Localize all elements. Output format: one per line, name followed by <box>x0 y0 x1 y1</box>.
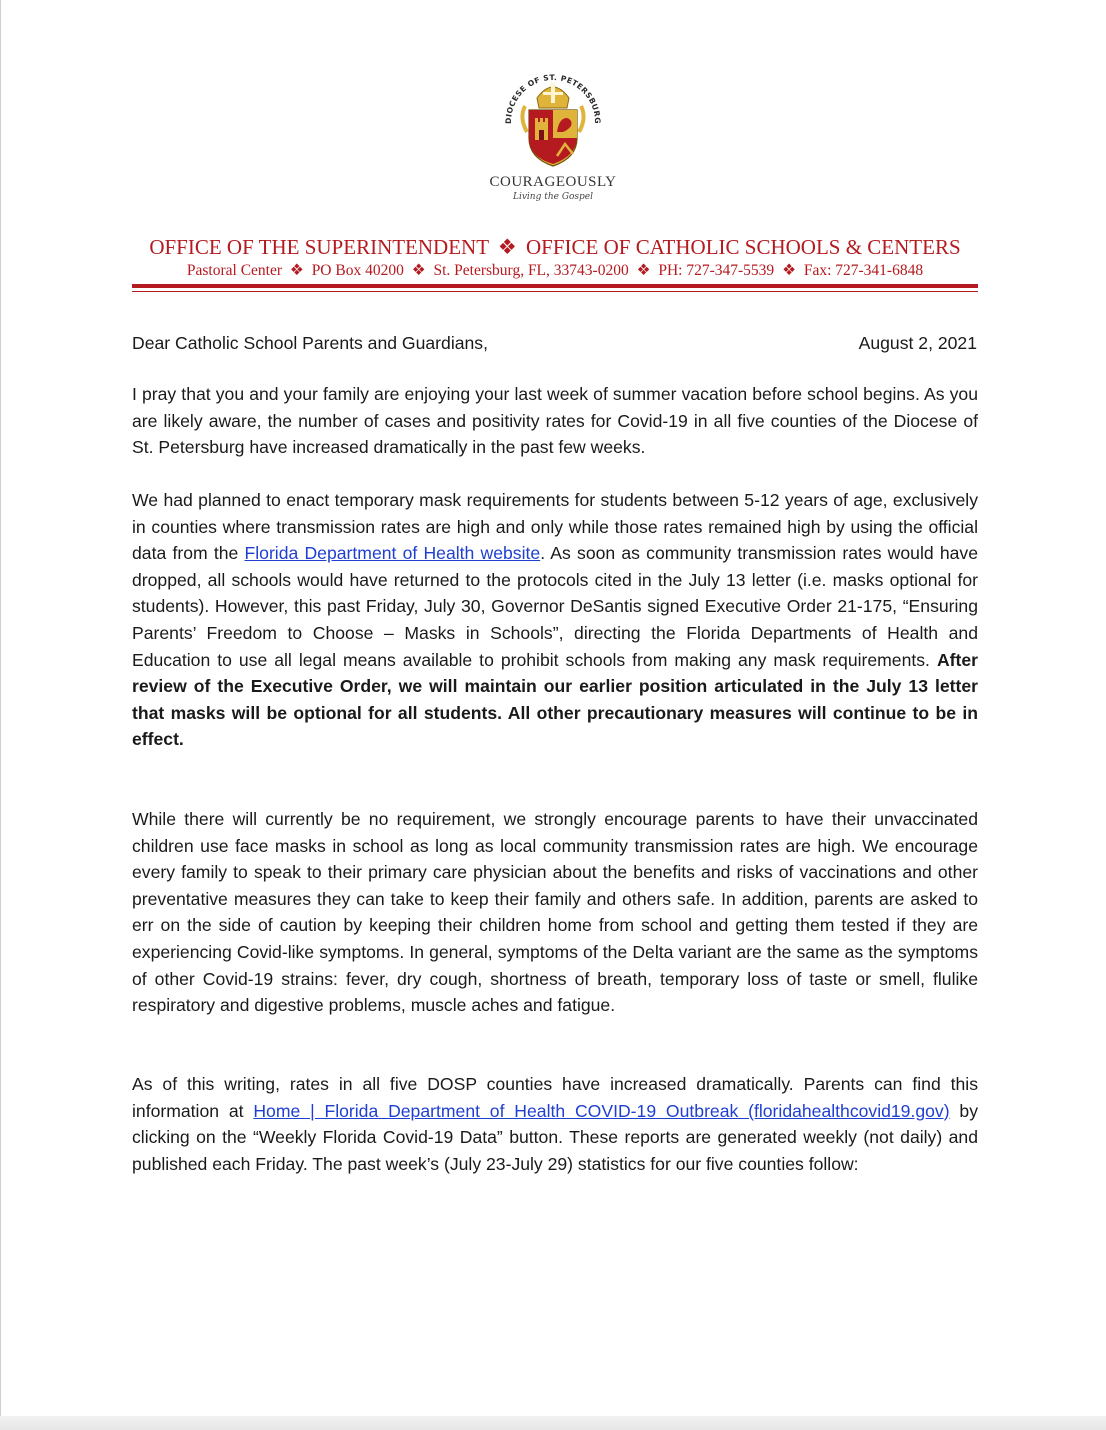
paragraph-2-text-a: We had planned to enact temporary mask requirements for students between 5-12 years of age, exclusively in counties where transmission rates are high and only while those rates remained high by using the official data from the <box>132 490 978 564</box>
diocese-motto-subtitle: Living the Gospel <box>512 192 594 202</box>
diocese-seal-icon <box>497 58 609 170</box>
letter-date: August 2, 2021 <box>858 333 977 353</box>
paragraph-3: While there will currently be no requirement, we strongly encourage parents to have their unvaccinated children use face masks in school as long as local community transmission rates are high. We encourage every family to speak to their primary care physician about the benefits and risks of vaccinations and other preventative measures they can take to keep their family and others safe. In addition, parents are asked to err on the side of caution by keeping their children home from school and getting them tested if they are experiencing Covid-like symptoms. In general, symptoms of the Delta variant are the same as the symptoms of other Covid-19 strains: fever, dry cough, shortness of breath, temporary loss of taste or smell, flulike respiratory and digestive problems, muscle aches and fatigue. <box>132 809 978 1016</box>
separator-glyph: ❖ <box>289 262 304 279</box>
paragraph-4 <box>132 1071 978 1177</box>
office-superintendent: OFFICE OF THE SUPERINTENDENT <box>149 235 489 259</box>
florida-doh-website-link[interactable]: Florida Department of Health website <box>244 543 541 564</box>
paragraph-2 <box>132 487 978 753</box>
header-rule-thin <box>132 291 978 292</box>
address-line <box>132 261 978 280</box>
office-catholic-schools: OFFICE OF CATHOLIC SCHOOLS & CENTERS <box>526 235 961 259</box>
paragraph-1: I pray that you and your family are enjoying your last week of summer vacation before school begins. As you are likely aware, the number of cases and positivity rates for Covid-19 in all five counties of the Diocese of St. Petersburg have increased dramatically in the past few weeks. <box>132 384 978 458</box>
separator-glyph: ❖ <box>497 235 517 259</box>
separator-glyph: ❖ <box>636 262 651 279</box>
page-bottom-edge <box>0 1416 1106 1430</box>
separator-glyph: ❖ <box>782 262 796 279</box>
address-fax: Fax: 727-341-6848 <box>803 262 924 279</box>
paragraph-2-text-b: . As soon as community transmission rates would have dropped, all schools would have returned to the protocols cited in the July 13 letter (i.e. masks optional for students). However, this past Friday, July 30, Governor DeSantis signed Executive Order 21-175, “Ensuring Parents’ Freedom to Choose – Masks in Schools”, directing the Florida Departments of Health and Education to use all legal means available to prohibit schools from making any mask requirements. <box>132 543 979 670</box>
separator-glyph: ❖ <box>411 262 426 279</box>
svg-text:DIOCESE OF ST. PETERSBURG: DIOCESE OF ST. PETERSBURG <box>503 72 603 125</box>
address-phone: PH: 727-347-5539 <box>658 262 775 279</box>
office-header <box>132 235 978 260</box>
salutation: Dear Catholic School Parents and Guardians, <box>132 333 488 353</box>
paragraph-4-text-b: by clicking on the “Weekly Florida Covid-19 Data” button. These reports are generated weekly (not daily) and published each Friday. The past week’s (July 23-July 29) statistics for our five counties follow: <box>132 1100 978 1174</box>
address-city: St. Petersburg, FL, 33743-0200 <box>433 262 629 279</box>
paragraph-2-bold-statement: After review of the Executive Order, we will maintain our earlier position articulated in the July 13 letter that masks will be optional for all students. All other precautionary measures will continue to be in effect. <box>132 649 978 750</box>
paragraph-4-text-a: As of this writing, rates in all five DOSP counties have increased dramatically. Parents can find this information at <box>132 1074 978 1121</box>
florida-covid19-outbreak-link[interactable]: Home | Florida Department of Health COVID-19 Outbreak (floridahealthcovid19.gov) <box>253 1100 950 1121</box>
address-pastoral-center: Pastoral Center <box>186 262 283 279</box>
address-po-box: PO Box 40200 <box>311 262 404 279</box>
header-rule-thick <box>132 284 978 288</box>
diocese-motto: COURAGEOUSLY <box>489 174 617 190</box>
